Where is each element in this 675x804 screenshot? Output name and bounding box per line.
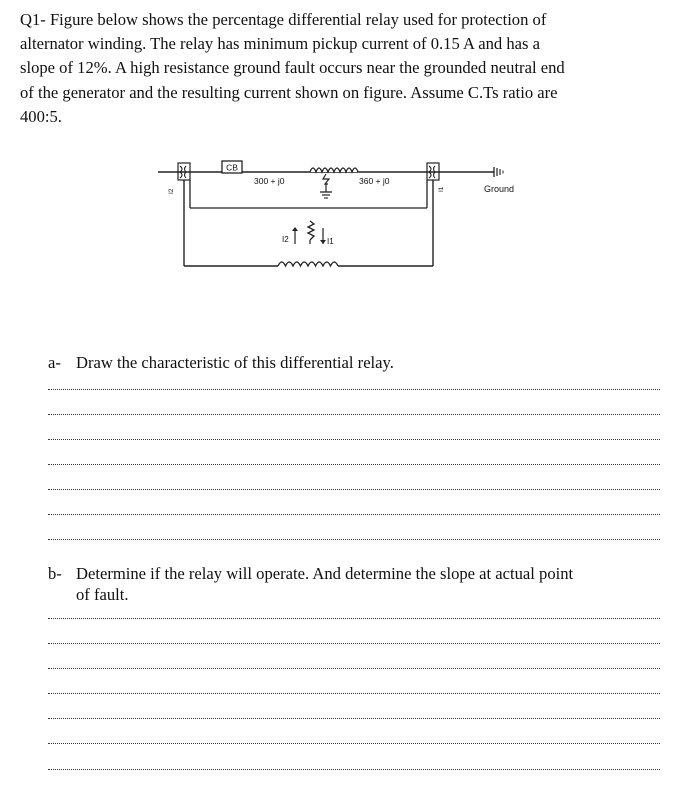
fault-ground-icon [320,174,332,198]
answer-line-a-6[interactable] [48,514,660,515]
answer-line-a-3[interactable] [48,439,660,440]
cb-label: CB [226,162,238,173]
answer-line-a-5[interactable] [48,489,660,490]
answer-line-b-4[interactable] [48,693,660,694]
answer-line-a-7[interactable] [48,539,660,540]
current-i2-arrow-icon [292,227,298,244]
answer-line-b-5[interactable] [48,718,660,719]
question-b [48,563,658,605]
arrow-i2-label: I2 [282,235,289,244]
current-i1-arrow-icon [320,228,326,244]
right-ground-icon [480,167,503,177]
problem-line-5: 400:5. [20,106,62,126]
question-b-line-1: Determine if the relay will operate. And determine the slope at actual point [76,564,574,583]
problem-statement [20,8,660,129]
circuit-svg [150,156,550,276]
arrow-i1-label: I1 [327,237,334,246]
generator-winding-icon [310,168,358,172]
ct-right-i1-label: I1 [438,186,445,192]
answer-line-a-2[interactable] [48,414,660,415]
answer-line-b-6[interactable] [48,743,660,744]
secondary-circuit [184,180,433,266]
problem-line-1: Q1- Figure below shows the percentage differential relay used for protection of [20,10,547,29]
left-current-label: 300 + j0 [254,176,285,186]
question-b-label: b- [48,564,62,583]
answer-line-b-7[interactable] [48,769,660,770]
answer-line-a-1[interactable] [48,389,660,390]
question-a-text: Draw the characteristic of this differential relay. [76,353,394,372]
answer-line-b-2[interactable] [48,643,660,644]
operating-coil-icon [278,262,338,266]
answer-line-b-3[interactable] [48,668,660,669]
answer-line-a-4[interactable] [48,464,660,465]
restraint-coil-icon [308,221,314,244]
relay-circuit-diagram [150,156,550,276]
question-a-label: a- [48,353,61,372]
ct-left-i2-label: I2 [168,188,175,194]
question-b-line-2: of fault. [76,585,129,604]
problem-line-3: slope of 12%. A high resistance ground fault occurs near the grounded neutral end [20,58,565,78]
answer-line-b-1[interactable] [48,618,660,619]
ground-label: Ground [484,184,515,194]
question-a [48,352,394,373]
problem-line-2: alternator winding. The relay has minimum pickup current of 0.15 A and has a [20,34,540,54]
problem-line-4: of the generator and the resulting current shown on figure. Assume C.Ts ratio are [20,82,558,102]
right-current-label: 360 + j0 [359,176,390,186]
